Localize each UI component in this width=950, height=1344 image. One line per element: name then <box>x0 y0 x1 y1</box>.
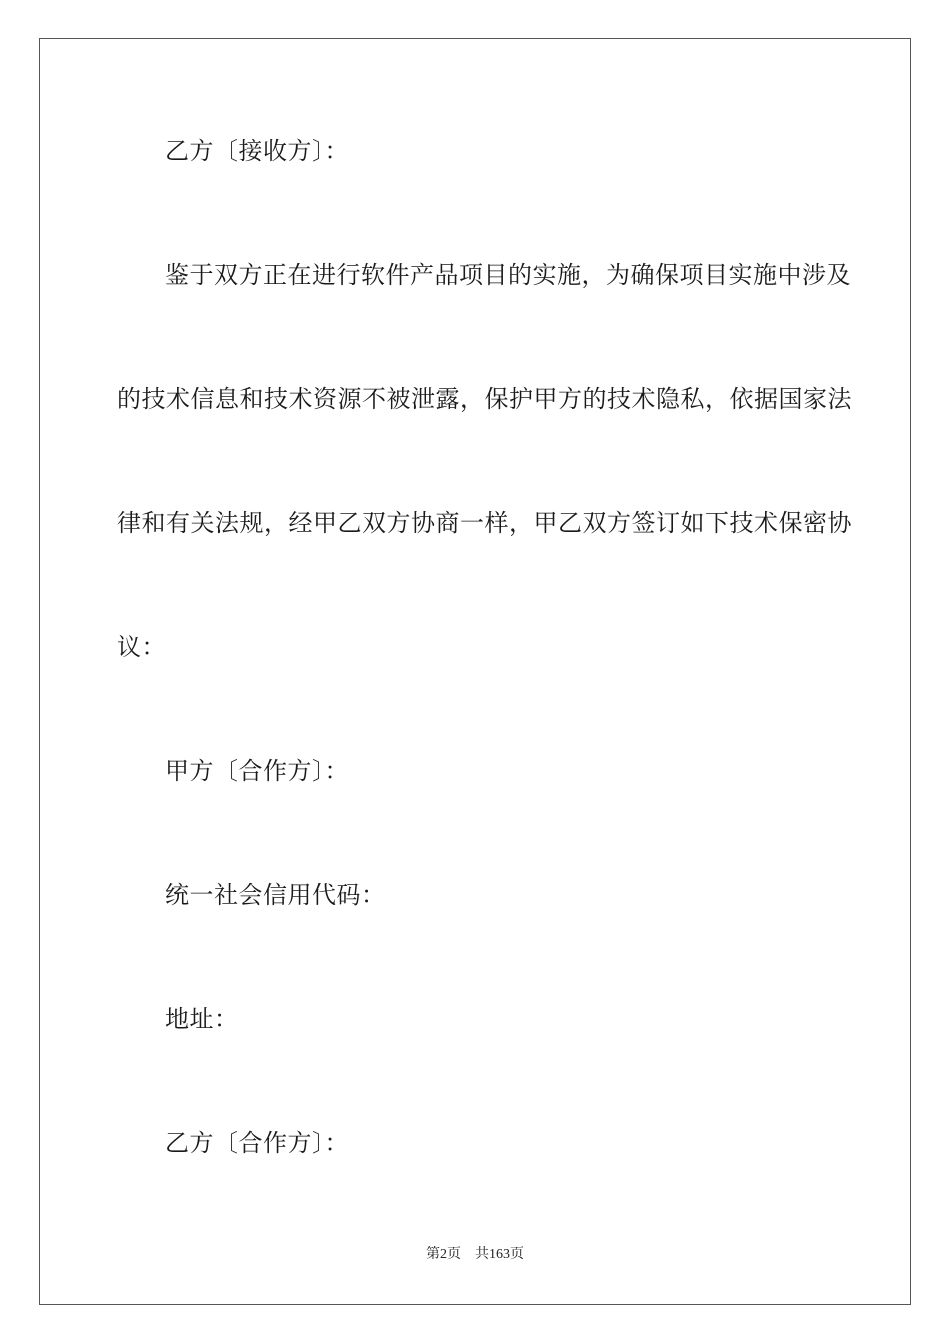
paragraph-line: 鉴于双方正在进行软件产品项目的实施，为确保项目实施中涉及 <box>165 261 851 289</box>
credit-code-label: 统一社会信用代码： <box>165 881 386 909</box>
total-pages: 共163页 <box>475 1247 524 1262</box>
party-b-partner-label: 乙方〔合作方〕： <box>165 1129 349 1157</box>
paragraph-line: 议： <box>117 633 166 661</box>
paragraph-line: 律和有关法规，经甲乙双方协商一样，甲乙双方签订如下技术保密协 <box>117 509 852 537</box>
party-a-partner-label: 甲方〔合作方〕： <box>165 757 349 785</box>
party-b-receiver-label: 乙方〔接收方〕： <box>165 137 349 165</box>
page-border <box>39 38 911 1305</box>
paragraph-line: 的技术信息和技术资源不被泄露，保护甲方的技术隐私，依据国家法 <box>117 385 852 413</box>
address-label: 地址： <box>165 1005 239 1033</box>
page-footer <box>0 1245 950 1265</box>
page-number: 第2页 <box>426 1247 461 1262</box>
